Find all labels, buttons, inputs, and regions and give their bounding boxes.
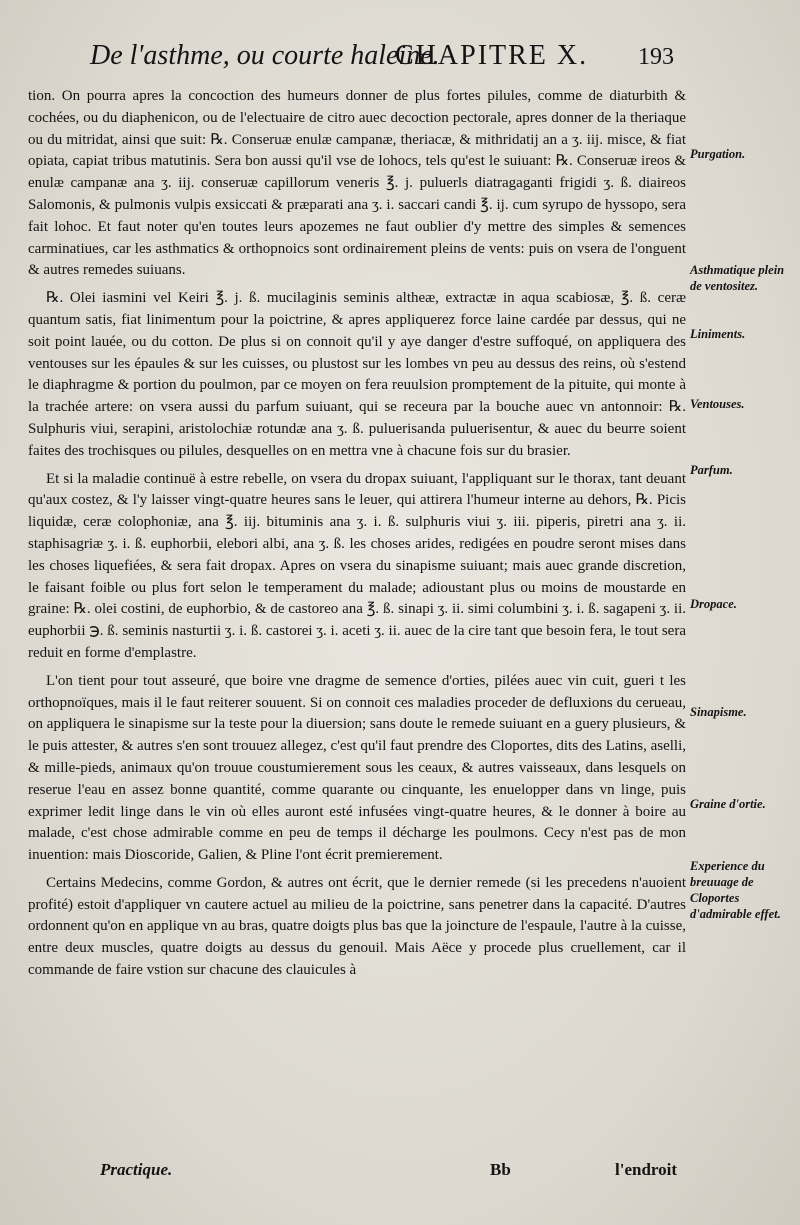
signature-mark: Bb xyxy=(490,1160,511,1179)
page-header xyxy=(90,40,690,90)
catchword: l'endroit xyxy=(615,1160,678,1179)
main-text xyxy=(28,86,686,988)
footer-running-word: Practique. xyxy=(100,1160,173,1179)
margin-notes xyxy=(690,0,798,1225)
page-number: 193 xyxy=(638,44,674,70)
margin-note-sinapisme: Sinapisme. xyxy=(690,705,747,719)
chapter-heading: CHAPITRE X. xyxy=(395,40,589,71)
margin-note-experience: Experience du breuuage de Cloportes d'admirable effet. xyxy=(690,859,781,921)
margin-note-dropace: Dropace. xyxy=(690,597,737,611)
margin-note-ventouses: Ventouses. xyxy=(690,397,745,411)
paragraph: L'on tient pour tout asseuré, que boire vne dragme de semence d'orties, pilées auec vin cuit, gueri t les orthopnoïques, mais il le faut reiterer souuent. Si on connoit ces maladies proceder de defluxions du cerueau, on appliquera le sinapisme sur la teste pour la diuersion; sans doute le remede suiuant en a guery plusieurs, & le puis attester, & autres s'en sont trouuez allegez, c'est qu'il faut prendre des Cloportes, dits des Latins, aselli, & mille-pieds, animaux qu'on trouue coustumierement sous les ceaux, & autres vaisseaux, dans lesquels on reserue l'eau en assez bonne quantité, comme quarante ou cinquante, les enuelopper dans vn linge, puis exprimer ledit linge dans le vin où elles auront esté infusées vingt-quatre heures, & le donner à boire au malade, c'est chose admirable comme en peu de temps il décharge les poulmons. Cecy n'est pas de mon inuention: mais Dioscoride, Galien, & Pline l'ont écrit premierement. xyxy=(28,672,686,864)
paragraph: Certains Medecins, comme Gordon, & autres ont écrit, que le dernier remede (si les precedens n'auoient profité) estoit d'appliquer vn cautere actuel au milieu de la poictrine, sans penetrer dans la capacité. D'autres ordonnent qu'on en applique vn au bras, quatre doigts plus bas que la joincture de l'espaule, l'autre à la cuisse, entre deux muscles, quatre doigts au dessus du genouil. Mais Aëce y procede plus cruellement, car il commande de faire vstion sur chacune des clauicules à xyxy=(28,874,686,979)
running-title: De l'asthme, ou courte haleine. xyxy=(90,40,440,71)
paragraph: ℞. Olei iasmini vel Keiri ℥. j. ß. mucilaginis seminis altheæ, extractæ in aqua scabiosæ, ℥. ß. ceræ quantum satis, fiat linimentum pour la poictrine, & apres appliquerez force laine cardée par dessus, qui ne soit point lauée, ou du cotton. De plus si on connoit qu'il y aye danger d'estre suffoqué, on appliquera des ventouses sur les épaules & sur les cuisses, ou plustost sur les lombes vn peu au dessus des reins, où s'estend le diaphragme & portion du poulmon, par ce moyen on fera reuulsion promptement de la pituite, qui monte à la trachée artere: on vsera aussi du parfum suiuant, qui se receura par la bouche auec vn antonnoir: ℞. Sulphuris viui, serapini, aristolochiæ rotundæ ana ʒ. ß. puluerisanda puluerisentur, & auec du beurre soient faites des trochisques ou pilules, desquelles on en mettra vne à chacune fois sur du brasier. xyxy=(28,290,686,459)
paragraph: Et si la maladie continuë à estre rebelle, on vsera du dropax suiuant, l'appliquant sur le thorax, tant deuant qu'aux costez, & l'y laisser vingt-quatre heures sans le leuer, qui attirera l'humeur interne au dehors, ℞. Picis liquidæ, ceræ colophoniæ, ana ℥. iij. bituminis ana ʒ. i. ß. sulphuris viui ʒ. iii. piperis, piretri ana ʒ. ii. staphisagriæ ʒ. i. ß. euphorbii, elebori albi, ana ʒ. ß. les choses arides, redigées en poudre seront mises dans les choses liquefiées, & sera fait dropax. Apres on vsera du sinapisme suiuant; mais auec grande discretion, le faisant foible ou plus fort selon le temperament du malade; adioustant plus ou moins de moustarde en graine: ℞. olei costini, de euphorbio, & de castoreo ana ℥. ß. sinapi ʒ. ii. simi columbini ʒ. i. ß. sagapeni ʒ. ii. euphorbii ℈. ß. seminis nasturtii ʒ. i. ß. castorei ʒ. i. aceti ʒ. ii. auec de la cire tant que besoin fera, le tout sera reduit en forme d'emplastre. xyxy=(28,470,686,661)
margin-note-asthmatique: Asthmatique plein de ventositez. xyxy=(690,263,785,293)
page-footer xyxy=(100,1160,680,1190)
margin-note-liniments: Liniments. xyxy=(690,327,746,341)
margin-note-graine-ortie: Graine d'ortie. xyxy=(690,797,766,811)
paragraph: tion. On pourra apres la concoction des humeurs donner de plus fortes pilules, comme de diaturbith & cochées, ou du diaphenicon, ou de l'electuaire de citro auec decoction pectorale, apres donner de la theriaque ou du mitridat, ainsi que suit: ℞. Conseruæ enulæ campanæ, theriacæ, & mithridatij an a ʒ. iij. misce, & fiat opiata, capiat tribus matutinis. Sera bon aussi qu'il vse de lohocs, tels qu'est le suiuant: ℞. Conseruæ ireos & enulæ campanæ ana ʒ. iij. conseruæ capillorum veneris ℥. j. puluerls diatragaganti frigidi ʒ. ß. diaireos Salomonis, & pulmonis vulpis exsiccati & præparati ana ʒ. i. saccari candi ℥. ij. cum syrupo de hyssopo, sera fait lohoc. Et faut noter qu'en toutes leurs apozemes ne faut oublier d'y mettre des simples & semences carminatiues, car les asthmatics & orthopnoics sont ordinairement pleins de vents: puis on vsera de l'onguent & autres remedes suiuans. xyxy=(28,88,686,279)
margin-note-parfum: Parfum. xyxy=(690,463,733,477)
margin-note-purgation: Purgation. xyxy=(690,147,746,161)
